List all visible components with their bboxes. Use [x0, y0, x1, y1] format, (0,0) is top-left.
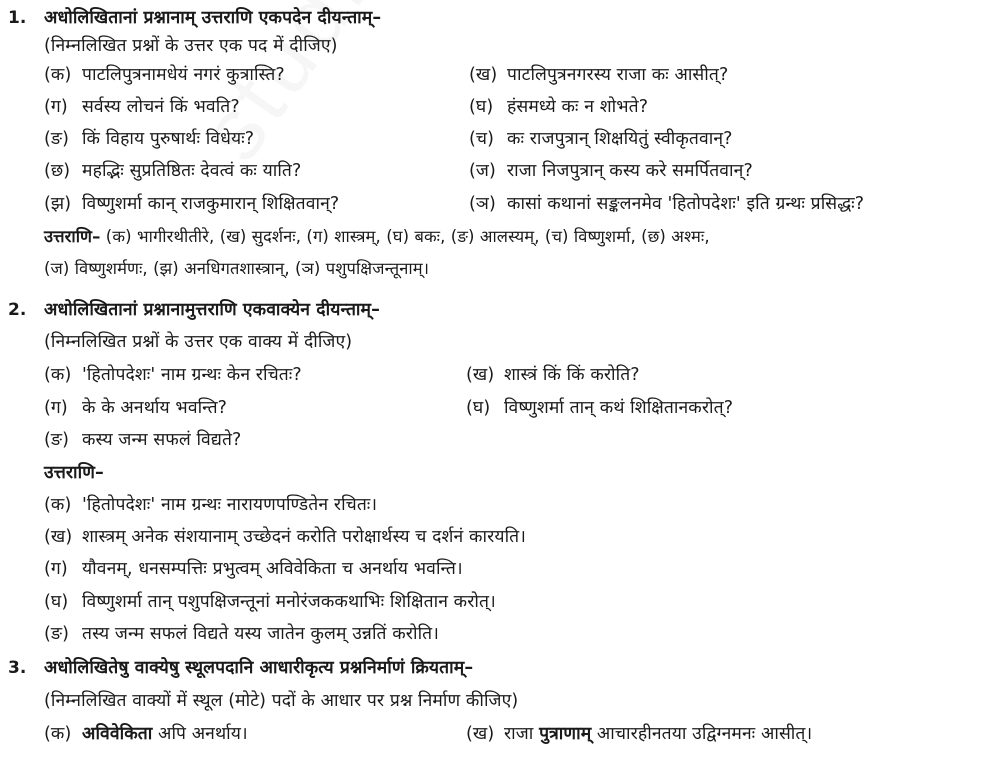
question-3-ka: (क) अविवेकिता अपि अनर्थाय। [44, 724, 248, 744]
question-3-kha: (ख) राजा पुत्राणाम् आचारहीनतया उद्विग्नमनः आसीत्। [466, 724, 813, 744]
question-2-kha: (ख) शास्त्रं किं किं करोति? [466, 365, 640, 385]
section-2-instruction: (निम्नलिखित प्रश्नों के उत्तर एक वाक्य में दीजिए) [44, 332, 353, 352]
question-1-gha: (घ) हंसमध्ये कः न शोभते? [469, 97, 649, 117]
section-1-heading: अधोलिखितानां प्रश्नानाम् उत्तराणि एकपदेन दीयन्ताम्– [44, 8, 382, 28]
section-3-instruction: (निम्नलिखित वाक्यों में स्थूल (मोटे) पदों के आधार पर प्रश्न निर्माण कीजिए) [44, 691, 519, 711]
answer-2-gha: (घ) विष्णुशर्मा तान् पशुपक्षिजन्तूनां मनोरंजककथाभिः शिक्षितान करोत्। [44, 592, 496, 612]
question-1-nga: (ङ) किं विहाय पुरुषार्थः विधेयः? [44, 129, 255, 149]
section-2-number: 2. [8, 300, 27, 320]
section-3-number: 3. [8, 658, 27, 678]
question-1-kha: (ख) पाटलिपुत्रनगरस्य राजा कः आसीत्? [469, 65, 729, 85]
question-2-ga: (ग) के के अनर्थाय भवन्ति? [44, 398, 228, 418]
section-1-instruction: (निम्नलिखित प्रश्नों के उत्तर एक पद में दीजिए) [44, 36, 338, 56]
bold-word: अविवेकिता [82, 724, 153, 744]
answer-2-ga: (ग) यौवनम्, धनसम्पत्तिः प्रभुत्वम् अविवेकिता च अनर्थाय भवन्ति। [44, 559, 463, 579]
question-1-cha: (च) कः राजपुत्रान् शिक्षयितुं स्वीकृतवान्? [469, 129, 733, 149]
question-1-chha: (छ) महद्भिः सुप्रतिष्ठितः देवत्वं कः याति? [44, 161, 302, 181]
answer-2-ka: (क) 'हितोपदेशः' नाम ग्रन्थः नारायणपण्डितेन रचितः। [44, 495, 378, 515]
question-1-ga: (ग) सर्वस्य लोचनं किं भवति? [44, 97, 240, 117]
question-2-nga: (ङ) कस्य जन्म सफलं विद्यते? [44, 430, 242, 450]
section-1-number: 1. [8, 8, 27, 28]
answer-2-kha: (ख) शास्त्रम् अनेक संशयानाम् उच्छेदनं करोति परोक्षार्थस्य च दर्शनं कारयति। [44, 527, 526, 547]
question-2-ka: (क) 'हितोपदेशः' नाम ग्रन्थः केन रचितः? [44, 365, 302, 385]
section-1-answers-line-1: उत्तराणि– (क) भागीरथीतीरे, (ख) सुदर्शनः, (ग) शास्त्रम्, (घ) बकः, (ङ) आलस्यम्, (च) विष्णुशर्मा, (छ) अश्मः, [44, 227, 710, 246]
bold-word: पुत्राणाम् [539, 724, 592, 744]
question-1-nya: (ञ) कासां कथानां सङ्कलनमेव 'हितोपदेशः' इति ग्रन्थः प्रसिद्धः? [469, 194, 865, 214]
section-2-answers-label: उत्तराणि– [44, 463, 104, 483]
question-1-ja: (ज) राजा निजपुत्रान् कस्य करे समर्पितवान्? [469, 161, 753, 181]
question-1-jha: (झ) विष्णुशर्मा कान् राजकुमारान् शिक्षितवान्? [44, 194, 340, 214]
question-1-ka: (क) पाटलिपुत्रनामधेयं नगरं कुत्रास्ति? [44, 65, 285, 85]
question-2-gha: (घ) विष्णुशर्मा तान् कथं शिक्षितानकरोत्? [466, 398, 734, 418]
section-2-heading: अधोलिखितानां प्रश्नानामुत्तराणि एकवाक्येन दीयन्ताम्– [44, 300, 380, 320]
section-1-answers-line-2: (ज) विष्णुशर्मणः, (झ) अनधिगतशास्त्रान्, (ञ) पशुपक्षिजन्तूनाम्। [44, 259, 430, 278]
answer-2-nga: (ङ) तस्य जन्म सफलं विद्यते यस्य जातेन कुलम् उन्नतिं करोति। [44, 624, 439, 644]
section-3-heading: अधोलिखितेषु वाक्येषु स्थूलपदानि आधारीकृत्य प्रश्ननिर्माणं क्रियताम्– [44, 658, 474, 678]
answers-label: उत्तराणि– [44, 227, 101, 246]
